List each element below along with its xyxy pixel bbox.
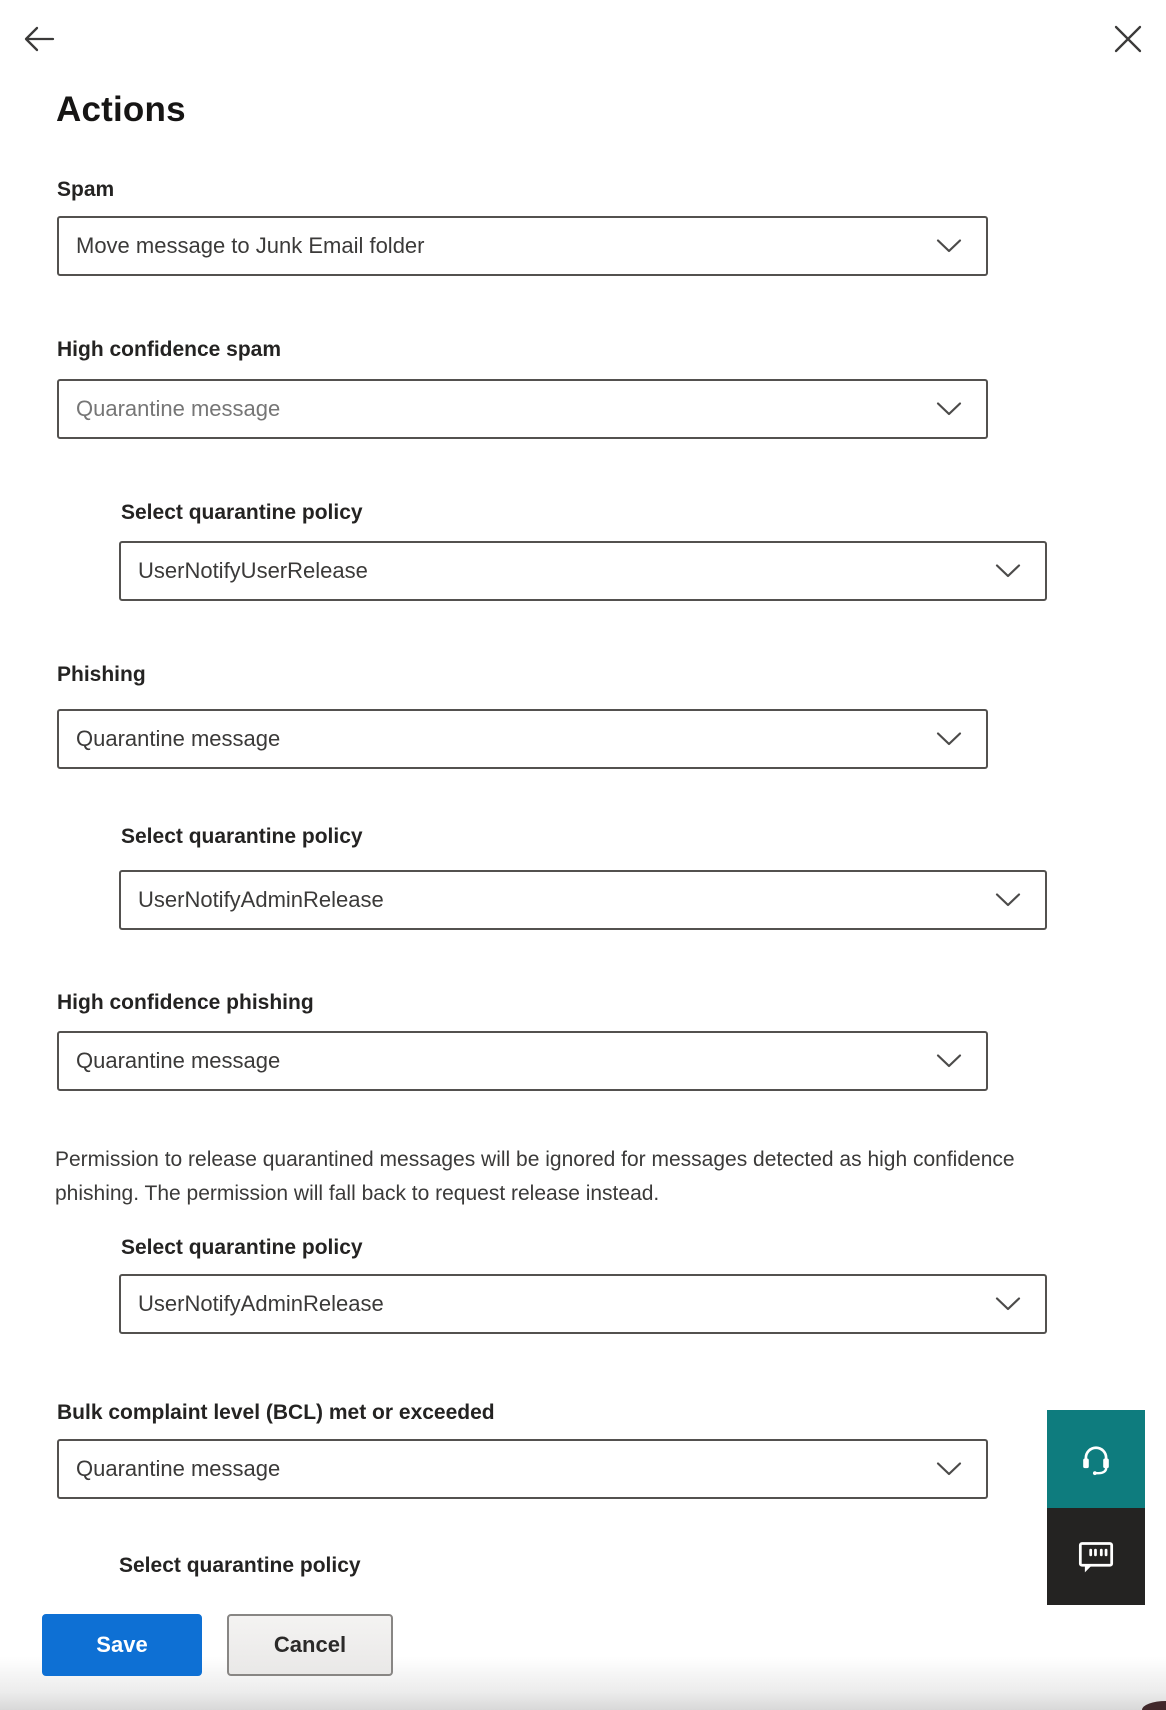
quarantine-policy-selected-value: UserNotifyUserRelease — [138, 558, 368, 583]
chevron-down-icon — [936, 1462, 962, 1477]
page-title: Actions — [56, 90, 186, 129]
spam-action-dropdown[interactable] — [57, 216, 988, 276]
quarantine-policy-dropdown-spam[interactable] — [119, 541, 1047, 601]
bcl-action-dropdown[interactable] — [57, 1439, 988, 1499]
chevron-down-icon — [936, 732, 962, 747]
feedback-button[interactable] — [1047, 1508, 1145, 1605]
chevron-down-icon — [995, 564, 1021, 579]
high-confidence-phishing-note: Permission to release quarantined messages will be ignored for messages detected as high confidence phishing. The permission will fall back to request release instead. — [55, 1148, 1015, 1205]
field-label-high-confidence-phishing: High confidence phishing — [57, 991, 314, 1014]
field-label-select-quarantine-policy-bcl: Select quarantine policy — [119, 1554, 361, 1577]
quarantine-policy-dropdown-hc-phishing[interactable] — [119, 1274, 1047, 1334]
chevron-down-icon — [995, 893, 1021, 908]
chevron-down-icon — [995, 1297, 1021, 1312]
field-label-spam: Spam — [57, 178, 115, 201]
high-confidence-spam-action-dropdown[interactable] — [57, 379, 988, 439]
phishing-selected-value: Quarantine message — [76, 726, 281, 751]
field-label-high-confidence-spam: High confidence spam — [57, 338, 282, 361]
chevron-down-icon — [936, 1054, 962, 1069]
support-button[interactable] — [1047, 1410, 1145, 1508]
field-label-select-quarantine-policy-spam: Select quarantine policy — [121, 501, 363, 524]
chevron-down-icon — [936, 239, 962, 254]
quarantine-policy-dropdown-phishing[interactable] — [119, 870, 1047, 930]
close-button[interactable] — [1113, 24, 1143, 54]
arrow-left-icon — [22, 24, 56, 54]
cancel-button[interactable]: Cancel — [227, 1614, 393, 1676]
high-confidence-spam-selected-value: Quarantine message — [76, 396, 281, 421]
high-confidence-phishing-action-dropdown[interactable] — [57, 1031, 988, 1091]
quarantine-policy-selected-value: UserNotifyAdminRelease — [138, 887, 384, 912]
quarantine-policy-selected-value: UserNotifyAdminRelease — [138, 1291, 384, 1316]
spam-action-selected-value: Move message to Junk Email folder — [76, 233, 425, 258]
bcl-selected-value: Quarantine message — [76, 1456, 281, 1481]
field-label-bulk-complaint-level: Bulk complaint level (BCL) met or exceeded — [57, 1401, 495, 1424]
field-label-phishing: Phishing — [57, 663, 146, 686]
back-button[interactable] — [22, 24, 56, 54]
chevron-down-icon — [936, 402, 962, 417]
save-button[interactable]: Save — [42, 1614, 202, 1676]
field-label-select-quarantine-policy-phishing: Select quarantine policy — [121, 825, 363, 848]
feedback-icon — [1078, 1541, 1114, 1573]
headset-icon — [1078, 1441, 1114, 1477]
close-icon — [1113, 24, 1143, 54]
phishing-action-dropdown[interactable] — [57, 709, 988, 769]
field-label-select-quarantine-policy-hc-phishing: Select quarantine policy — [121, 1236, 363, 1259]
high-confidence-phishing-selected-value: Quarantine message — [76, 1048, 281, 1073]
